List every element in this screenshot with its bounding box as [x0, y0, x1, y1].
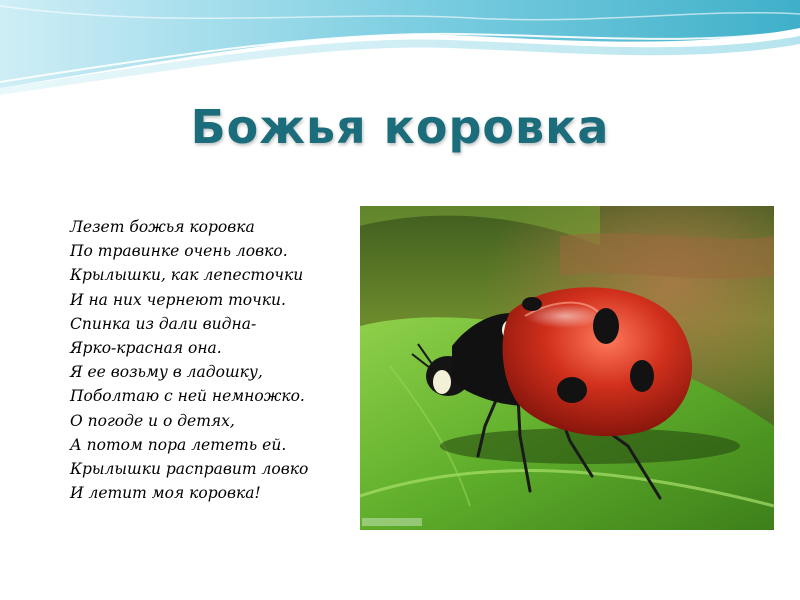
poem-line: Поболтаю с ней немножко.	[70, 387, 305, 406]
poem-line: Лезет божья коровка	[70, 218, 255, 236]
poem-line: И на них чернеют точки.	[70, 290, 286, 309]
wave-header-decoration	[0, 0, 800, 95]
poem-line: Крылышки расправит ловко	[70, 460, 309, 479]
slide-title: Божья коровка	[190, 100, 610, 154]
poem-line: А потом пора лететь ей.	[70, 435, 287, 454]
poem-line: Спинка из дали видна-	[70, 314, 257, 333]
poem-line: Я ее возьму в ладошку,	[70, 363, 263, 382]
poem-line: О погоде и о детях,	[70, 411, 235, 430]
poem-line: По травинке очень ловко.	[70, 242, 288, 261]
poem-line: Крылышки, как лепесточки	[70, 266, 304, 285]
poem-line: Ярко-красная она.	[70, 339, 222, 358]
poem-line: И летит моя коровка!	[70, 484, 261, 503]
poem-text	[70, 215, 370, 505]
ladybug-photo	[360, 206, 774, 530]
